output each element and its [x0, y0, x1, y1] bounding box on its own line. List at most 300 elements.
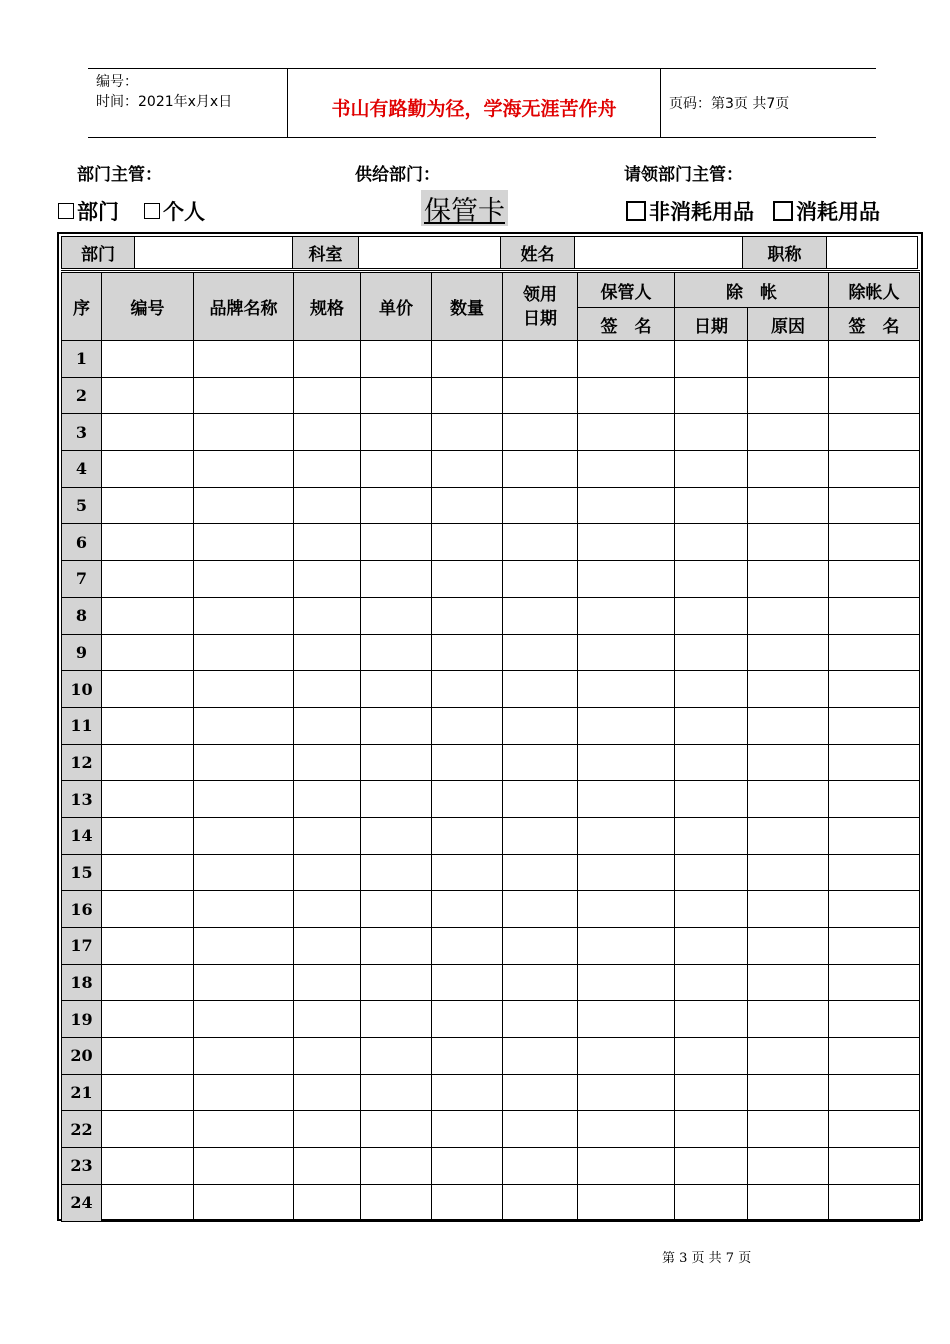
name-field-input[interactable] — [575, 237, 743, 269]
table-cell[interactable] — [102, 1111, 194, 1148]
table-cell[interactable] — [748, 1001, 829, 1038]
table-cell[interactable] — [748, 1038, 829, 1075]
table-cell[interactable] — [102, 928, 194, 965]
table-cell[interactable] — [503, 1184, 578, 1221]
table-cell[interactable] — [432, 964, 503, 1001]
table-cell[interactable] — [578, 817, 675, 854]
table-cell[interactable] — [748, 634, 829, 671]
row-number: 6 — [62, 524, 102, 561]
table-cell[interactable] — [829, 1038, 920, 1075]
table-cell[interactable] — [294, 707, 361, 744]
table-cell[interactable] — [578, 451, 675, 488]
table-cell[interactable] — [829, 854, 920, 891]
table-cell[interactable] — [748, 341, 829, 378]
table-cell[interactable] — [102, 1038, 194, 1075]
table-cell[interactable] — [748, 561, 829, 598]
table-cell[interactable] — [829, 744, 920, 781]
table-cell[interactable] — [102, 524, 194, 561]
table-cell[interactable] — [361, 707, 432, 744]
table-cell[interactable] — [361, 817, 432, 854]
table-cell[interactable] — [503, 414, 578, 451]
table-cell[interactable] — [294, 1148, 361, 1185]
section-field-input[interactable] — [359, 237, 501, 269]
table-row — [62, 414, 920, 451]
table-cell[interactable] — [194, 414, 294, 451]
table-cell[interactable] — [294, 854, 361, 891]
motto: 书山有路勤为径，学海无涯苦作舟 — [288, 69, 661, 137]
table-cell[interactable] — [432, 561, 503, 598]
table-cell[interactable] — [294, 414, 361, 451]
checkbox-icon[interactable] — [144, 203, 160, 219]
table-cell[interactable] — [294, 634, 361, 671]
table-cell[interactable] — [361, 1184, 432, 1221]
option-non-consumable[interactable] — [626, 196, 754, 226]
table-cell[interactable] — [294, 928, 361, 965]
table-cell[interactable] — [361, 891, 432, 928]
table-cell[interactable] — [748, 487, 829, 524]
table-cell[interactable] — [102, 854, 194, 891]
table-cell[interactable] — [361, 634, 432, 671]
table-cell[interactable] — [294, 671, 361, 708]
table-cell[interactable] — [829, 1111, 920, 1148]
table-cell[interactable] — [432, 451, 503, 488]
col-seq: 序 — [62, 272, 102, 341]
table-cell[interactable] — [748, 524, 829, 561]
table-cell[interactable] — [432, 891, 503, 928]
table-cell[interactable] — [361, 524, 432, 561]
table-cell[interactable] — [294, 1184, 361, 1221]
table-cell[interactable] — [361, 487, 432, 524]
row-number: 14 — [62, 817, 102, 854]
col-quantity: 数量 — [432, 272, 503, 341]
table-cell[interactable] — [194, 487, 294, 524]
table-cell[interactable] — [102, 597, 194, 634]
table-cell[interactable] — [578, 414, 675, 451]
table-row — [62, 817, 920, 854]
checkbox-icon[interactable] — [773, 201, 793, 221]
table-cell[interactable] — [432, 817, 503, 854]
table-cell[interactable] — [432, 341, 503, 378]
table-cell[interactable] — [294, 597, 361, 634]
table-cell[interactable] — [503, 928, 578, 965]
table-cell[interactable] — [748, 597, 829, 634]
table-cell[interactable] — [432, 1148, 503, 1185]
table-cell[interactable] — [194, 634, 294, 671]
table-cell[interactable] — [675, 1001, 748, 1038]
table-cell[interactable] — [102, 964, 194, 1001]
option-consumable[interactable] — [773, 196, 880, 226]
job-title-field-label: 职称 — [743, 237, 827, 269]
table-cell[interactable] — [503, 487, 578, 524]
table-cell[interactable] — [578, 1038, 675, 1075]
table-row — [62, 634, 920, 671]
checkbox-icon[interactable] — [58, 203, 74, 219]
table-cell[interactable] — [748, 964, 829, 1001]
table-cell[interactable] — [503, 524, 578, 561]
table-cell[interactable] — [102, 561, 194, 598]
table-cell[interactable] — [675, 487, 748, 524]
table-cell[interactable] — [675, 781, 748, 818]
table-cell[interactable] — [194, 854, 294, 891]
table-cell[interactable] — [748, 817, 829, 854]
table-cell[interactable] — [503, 854, 578, 891]
col-code: 编号 — [102, 272, 194, 341]
table-cell[interactable] — [361, 414, 432, 451]
table-cell[interactable] — [294, 1074, 361, 1111]
table-cell[interactable] — [578, 781, 675, 818]
table-cell[interactable] — [294, 1001, 361, 1038]
table-cell[interactable] — [194, 1001, 294, 1038]
table-cell[interactable] — [194, 1038, 294, 1075]
table-cell[interactable] — [578, 891, 675, 928]
table-cell[interactable] — [829, 781, 920, 818]
table-cell[interactable] — [102, 671, 194, 708]
table-cell[interactable] — [432, 524, 503, 561]
table-cell[interactable] — [503, 781, 578, 818]
table-cell[interactable] — [578, 744, 675, 781]
table-row — [62, 561, 920, 598]
table-cell[interactable] — [194, 341, 294, 378]
table-cell[interactable] — [194, 964, 294, 1001]
row-number: 19 — [62, 1001, 102, 1038]
table-cell[interactable] — [829, 1074, 920, 1111]
table-cell[interactable] — [102, 1148, 194, 1185]
table-cell[interactable] — [102, 487, 194, 524]
table-cell[interactable] — [361, 451, 432, 488]
table-cell[interactable] — [503, 1111, 578, 1148]
row-number: 7 — [62, 561, 102, 598]
table-cell[interactable] — [578, 1074, 675, 1111]
table-cell[interactable] — [829, 377, 920, 414]
table-cell[interactable] — [748, 1148, 829, 1185]
table-cell[interactable] — [294, 561, 361, 598]
table-cell[interactable] — [102, 744, 194, 781]
table-cell[interactable] — [194, 1074, 294, 1111]
row-number: 13 — [62, 781, 102, 818]
table-cell[interactable] — [748, 671, 829, 708]
job-title-field-input[interactable] — [827, 237, 918, 269]
table-cell[interactable] — [675, 597, 748, 634]
table-row — [62, 928, 920, 965]
table-cell[interactable] — [675, 451, 748, 488]
table-cell[interactable] — [503, 891, 578, 928]
row-number: 22 — [62, 1111, 102, 1148]
table-cell[interactable] — [102, 707, 194, 744]
table-cell[interactable] — [294, 524, 361, 561]
table-cell[interactable] — [675, 414, 748, 451]
table-cell[interactable] — [102, 451, 194, 488]
row-number: 11 — [62, 707, 102, 744]
row-number: 1 — [62, 341, 102, 378]
section-field-label: 科室 — [293, 237, 359, 269]
option-personal-label: 个人 — [163, 200, 205, 224]
table-cell[interactable] — [748, 377, 829, 414]
table-cell[interactable] — [194, 597, 294, 634]
table-cell[interactable] — [675, 964, 748, 1001]
table-cell[interactable] — [578, 854, 675, 891]
table-cell[interactable] — [102, 414, 194, 451]
table-cell[interactable] — [675, 744, 748, 781]
table-cell[interactable] — [432, 744, 503, 781]
table-cell[interactable] — [432, 854, 503, 891]
table-cell[interactable] — [432, 487, 503, 524]
table-cell[interactable] — [748, 1111, 829, 1148]
option-personal[interactable] — [144, 196, 205, 226]
table-cell[interactable] — [503, 341, 578, 378]
table-cell[interactable] — [829, 634, 920, 671]
table-cell[interactable] — [675, 1184, 748, 1221]
table-cell[interactable] — [578, 671, 675, 708]
row-number: 12 — [62, 744, 102, 781]
table-cell[interactable] — [748, 891, 829, 928]
receive-date-line1: 领用 — [523, 284, 557, 305]
table-cell[interactable] — [748, 1184, 829, 1221]
table-cell[interactable] — [361, 671, 432, 708]
table-cell[interactable] — [675, 561, 748, 598]
name-field-label: 姓名 — [501, 237, 575, 269]
card-title: 保管卡 — [421, 190, 508, 226]
table-cell[interactable] — [432, 1184, 503, 1221]
col-receive-date — [503, 272, 578, 341]
page-info: 页码：第3页 共7页 — [669, 96, 790, 112]
table-body — [62, 341, 920, 1222]
table-cell[interactable] — [361, 1001, 432, 1038]
table-cell[interactable] — [294, 781, 361, 818]
table-cell[interactable] — [194, 451, 294, 488]
table-cell[interactable] — [194, 377, 294, 414]
table-cell[interactable] — [194, 891, 294, 928]
col-wo-sign: 签 名 — [829, 308, 920, 341]
table-cell[interactable] — [578, 707, 675, 744]
table-cell[interactable] — [194, 707, 294, 744]
table-cell[interactable] — [829, 817, 920, 854]
table-cell[interactable] — [578, 1001, 675, 1038]
table-cell[interactable] — [102, 634, 194, 671]
table-cell[interactable] — [102, 1001, 194, 1038]
table-cell[interactable] — [829, 964, 920, 1001]
table-cell[interactable] — [432, 1038, 503, 1075]
table-cell[interactable] — [102, 781, 194, 818]
table-cell[interactable] — [361, 341, 432, 378]
request-supervisor-label: 请领部门主管： — [624, 165, 743, 185]
table-cell[interactable] — [503, 1001, 578, 1038]
table-cell[interactable] — [432, 1074, 503, 1111]
table-cell[interactable] — [432, 928, 503, 965]
table-cell[interactable] — [294, 1111, 361, 1148]
row-number: 15 — [62, 854, 102, 891]
table-cell[interactable] — [578, 928, 675, 965]
col-spec: 规格 — [294, 272, 361, 341]
table-cell[interactable] — [194, 1111, 294, 1148]
row-number: 2 — [62, 377, 102, 414]
table-cell[interactable] — [294, 964, 361, 1001]
col-write-off: 除 帐 — [675, 272, 829, 308]
table-cell[interactable] — [361, 377, 432, 414]
table-cell[interactable] — [748, 854, 829, 891]
table-cell[interactable] — [578, 597, 675, 634]
table-cell[interactable] — [829, 487, 920, 524]
table-cell[interactable] — [675, 928, 748, 965]
table-cell[interactable] — [503, 377, 578, 414]
table-cell[interactable] — [294, 451, 361, 488]
table-cell[interactable] — [102, 341, 194, 378]
dept-field-input[interactable] — [135, 237, 293, 269]
table-cell[interactable] — [432, 634, 503, 671]
table-cell[interactable] — [829, 597, 920, 634]
table-cell[interactable] — [102, 1074, 194, 1111]
table-cell[interactable] — [503, 671, 578, 708]
table-cell[interactable] — [675, 707, 748, 744]
table-cell[interactable] — [675, 1074, 748, 1111]
table-cell[interactable] — [748, 928, 829, 965]
table-cell[interactable] — [578, 524, 675, 561]
table-cell[interactable] — [829, 1148, 920, 1185]
table-row — [62, 1038, 920, 1075]
table-cell[interactable] — [748, 707, 829, 744]
col-wo-person: 除帐人 — [829, 272, 920, 308]
table-cell[interactable] — [432, 377, 503, 414]
table-cell[interactable] — [829, 524, 920, 561]
table-cell[interactable] — [578, 634, 675, 671]
table-cell[interactable] — [829, 561, 920, 598]
table-cell[interactable] — [675, 1148, 748, 1185]
table-cell[interactable] — [829, 891, 920, 928]
table-cell[interactable] — [432, 707, 503, 744]
table-cell[interactable] — [829, 451, 920, 488]
table-cell[interactable] — [675, 1038, 748, 1075]
table-cell[interactable] — [102, 891, 194, 928]
table-cell[interactable] — [194, 561, 294, 598]
table-cell[interactable] — [675, 377, 748, 414]
table-cell[interactable] — [675, 341, 748, 378]
table-cell[interactable] — [294, 377, 361, 414]
time-label: 时间：2021年x月x日 — [96, 94, 233, 110]
table-cell[interactable] — [361, 1038, 432, 1075]
table-cell[interactable] — [748, 451, 829, 488]
items-table — [61, 270, 920, 1222]
table-cell[interactable] — [675, 817, 748, 854]
table-cell[interactable] — [675, 671, 748, 708]
table-cell[interactable] — [432, 1111, 503, 1148]
table-cell[interactable] — [503, 744, 578, 781]
table-cell[interactable] — [102, 377, 194, 414]
table-cell[interactable] — [361, 561, 432, 598]
table-cell[interactable] — [432, 597, 503, 634]
table-cell[interactable] — [294, 891, 361, 928]
custody-card-table — [57, 232, 923, 1221]
table-cell[interactable] — [361, 928, 432, 965]
table-cell[interactable] — [361, 854, 432, 891]
table-cell[interactable] — [578, 377, 675, 414]
table-row — [62, 597, 920, 634]
table-cell[interactable] — [748, 414, 829, 451]
table-cell[interactable] — [194, 781, 294, 818]
table-cell[interactable] — [361, 964, 432, 1001]
table-cell[interactable] — [748, 781, 829, 818]
table-cell[interactable] — [102, 817, 194, 854]
table-cell[interactable] — [361, 1074, 432, 1111]
table-cell[interactable] — [432, 1001, 503, 1038]
table-cell[interactable] — [194, 928, 294, 965]
table-cell[interactable] — [675, 524, 748, 561]
table-cell[interactable] — [194, 744, 294, 781]
table-cell[interactable] — [675, 854, 748, 891]
table-cell[interactable] — [503, 1038, 578, 1075]
table-cell[interactable] — [503, 597, 578, 634]
table-cell[interactable] — [578, 1111, 675, 1148]
row-number: 9 — [62, 634, 102, 671]
table-cell[interactable] — [503, 817, 578, 854]
table-cell[interactable] — [361, 744, 432, 781]
table-cell[interactable] — [829, 1001, 920, 1038]
table-cell[interactable] — [294, 487, 361, 524]
row-number: 17 — [62, 928, 102, 965]
table-cell[interactable] — [503, 634, 578, 671]
table-cell[interactable] — [748, 1074, 829, 1111]
table-cell[interactable] — [294, 1038, 361, 1075]
table-cell[interactable] — [578, 487, 675, 524]
table-cell[interactable] — [578, 341, 675, 378]
option-dept-label: 部门 — [77, 200, 119, 224]
table-cell[interactable] — [675, 891, 748, 928]
table-cell[interactable] — [294, 341, 361, 378]
table-cell[interactable] — [748, 744, 829, 781]
table-cell[interactable] — [503, 1148, 578, 1185]
row-number: 16 — [62, 891, 102, 928]
table-cell[interactable] — [578, 561, 675, 598]
table-cell[interactable] — [361, 1111, 432, 1148]
table-cell[interactable] — [503, 561, 578, 598]
table-cell[interactable] — [194, 671, 294, 708]
table-cell[interactable] — [829, 1184, 920, 1221]
table-cell[interactable] — [578, 1184, 675, 1221]
table-cell[interactable] — [829, 928, 920, 965]
table-cell[interactable] — [578, 964, 675, 1001]
table-cell[interactable] — [432, 781, 503, 818]
table-cell[interactable] — [503, 1074, 578, 1111]
table-cell[interactable] — [194, 817, 294, 854]
table-cell[interactable] — [675, 634, 748, 671]
table-cell[interactable] — [432, 671, 503, 708]
table-row — [62, 487, 920, 524]
table-cell[interactable] — [361, 597, 432, 634]
table-cell[interactable] — [294, 744, 361, 781]
table-cell[interactable] — [361, 781, 432, 818]
table-cell[interactable] — [829, 341, 920, 378]
option-dept[interactable] — [58, 196, 119, 226]
table-cell[interactable] — [194, 1148, 294, 1185]
table-cell[interactable] — [294, 817, 361, 854]
table-cell[interactable] — [194, 1184, 294, 1221]
checkbox-icon[interactable] — [626, 201, 646, 221]
table-cell[interactable] — [578, 1148, 675, 1185]
table-cell[interactable] — [503, 451, 578, 488]
table-row — [62, 341, 920, 378]
header-meta — [88, 69, 288, 137]
table-cell[interactable] — [361, 1148, 432, 1185]
table-cell[interactable] — [432, 414, 503, 451]
table-row — [62, 1001, 920, 1038]
table-cell[interactable] — [829, 707, 920, 744]
table-cell[interactable] — [503, 707, 578, 744]
table-cell[interactable] — [194, 524, 294, 561]
table-cell[interactable] — [503, 964, 578, 1001]
table-cell[interactable] — [829, 414, 920, 451]
col-custodian: 保管人 — [578, 272, 675, 308]
table-cell[interactable] — [675, 1111, 748, 1148]
table-cell[interactable] — [102, 1184, 194, 1221]
table-cell[interactable] — [829, 671, 920, 708]
